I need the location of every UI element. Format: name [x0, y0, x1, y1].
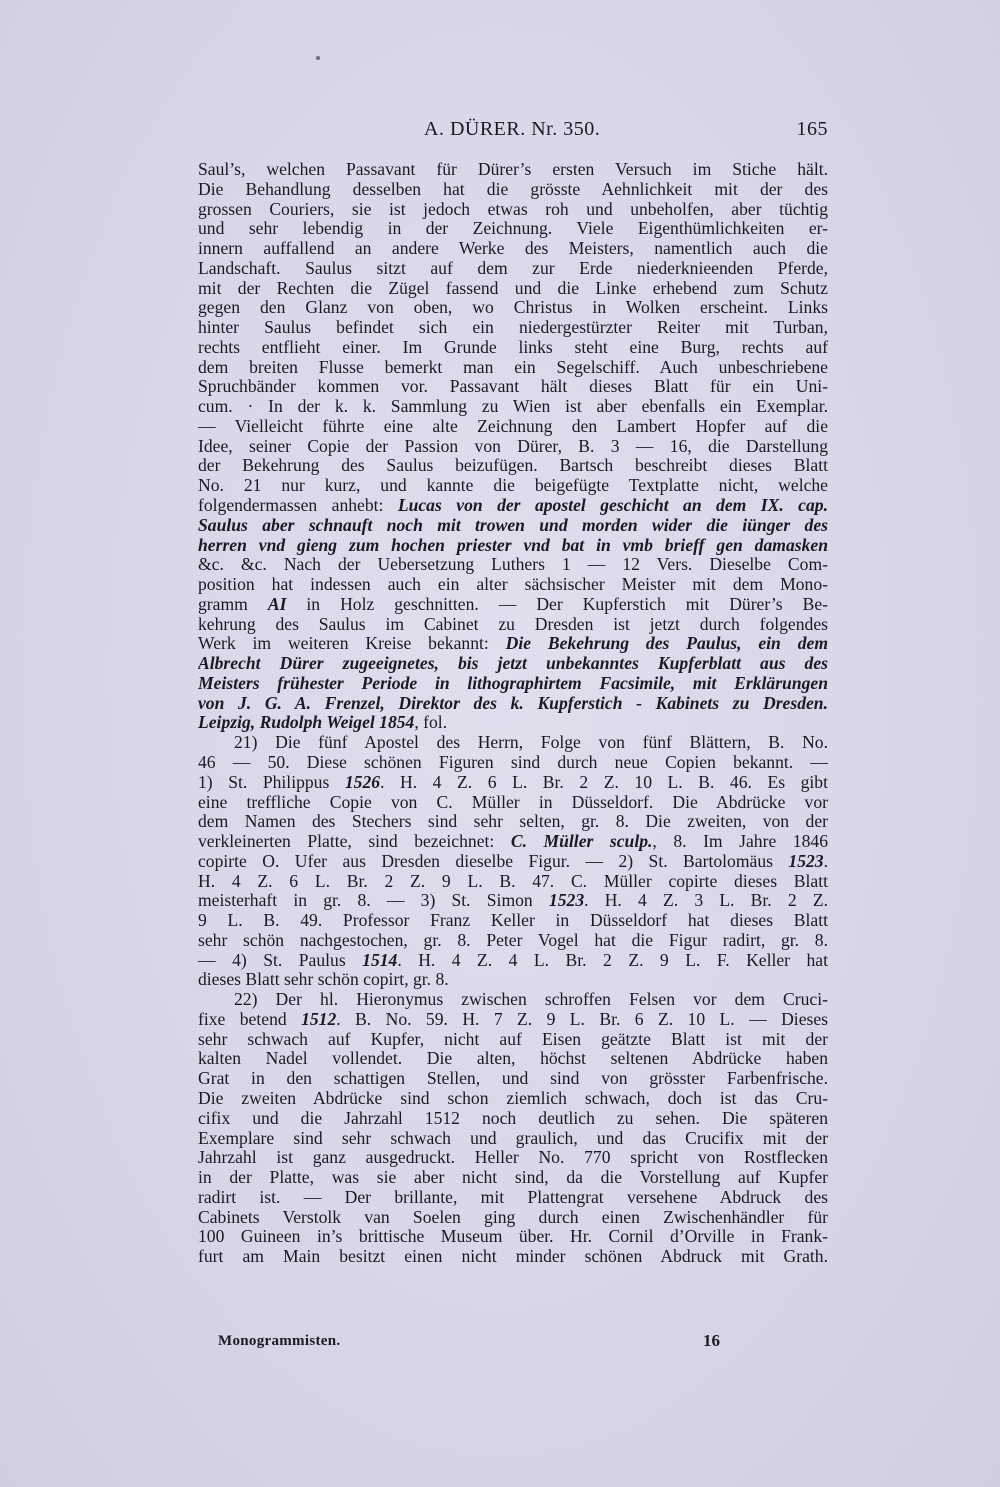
text-run: 22) Der hl. Hieronymus zwischen schroffen Felsen vor dem Cruci-	[234, 990, 828, 1010]
signature-mark: Monogrammisten.	[218, 1333, 341, 1349]
text-line	[198, 872, 828, 892]
text-line	[198, 951, 828, 971]
text-run: folgendermassen anhebt:	[198, 496, 398, 516]
text-run: sehr schwach auf Kupfer, nicht auf Eisen geätzte Blatt ist mit der	[198, 1029, 828, 1049]
text-line	[198, 1247, 828, 1267]
text-run: position hat indessen auch ein alter sächsischer Meister mit dem Mono-	[198, 575, 828, 595]
text-run: 9 L. B. 49. Professor Franz Keller in Düsseldorf hat dieses Blatt	[198, 911, 828, 931]
text-line	[198, 318, 828, 338]
text-line	[198, 654, 828, 674]
text-run: mit der Rechten die Zügel fassend und die Linke erhebend zum Schutz	[198, 278, 828, 298]
text-run: .	[823, 851, 828, 871]
body-text	[198, 160, 828, 1267]
text-run: verkleinerten Platte, sind bezeichnet:	[198, 832, 511, 852]
text-run: sehr schön nachgestochen, gr. 8. Peter Vogel hat die Figur radirt, gr. 8.	[198, 930, 828, 950]
text-run: und sehr lebendig in der Zeichnung. Viele Eigenthümlichkeiten er-	[198, 219, 828, 239]
text-line	[198, 1069, 828, 1089]
text-run: copirte O. Ufer aus Dresden dieselbe Figur. — 2) St. Bartolomäus	[198, 851, 789, 871]
text-run: Landschaft. Saulus sitzt auf dem zur Erde niederknieenden Pferde,	[198, 258, 828, 278]
text-run: — Vielleicht führte eine alte Zeichnung den Lambert Hopfer auf die	[198, 416, 828, 436]
text-run: 21) Die fünf Apostel des Herrn, Folge von fünf Blättern, B. No.	[234, 733, 828, 753]
text-line	[198, 990, 828, 1010]
text-run: . B. No. 59. H. 7 Z. 9 L. Br. 6 Z. 10 L. — Dieses	[336, 1009, 828, 1029]
text-run: Spruchbänder kommen vor. Passavant hält dieses Blatt für ein Uni-	[198, 377, 828, 397]
text-line	[198, 259, 828, 279]
italic-text: Die Bekehrung des Paulus, ein dem	[505, 634, 828, 654]
text-run: kehrung des Saulus im Cabinet zu Dresden ist jetzt durch folgendes	[198, 614, 828, 634]
text-line	[198, 891, 828, 911]
text-run: dieses Blatt sehr schön copirt, gr. 8.	[198, 970, 449, 990]
text-run: Die zweiten Abdrücke sind schon ziemlich schwach, doch ist das Cru-	[198, 1088, 828, 1108]
text-line	[198, 970, 828, 990]
italic-text: Meisters frühester Periode in lithographirtem Facsimile, mit Erklärungen	[198, 673, 828, 693]
text-line	[198, 852, 828, 872]
text-line	[198, 694, 828, 714]
text-line	[198, 1109, 828, 1129]
text-line	[198, 793, 828, 813]
text-run: Jahrzahl ist ganz ausgedruckt. Heller No. 770 spricht von Rostflecken	[198, 1148, 828, 1168]
text-run: fixe betend	[198, 1009, 302, 1029]
running-header	[198, 118, 828, 144]
text-run: Die Behandlung desselben hat die grösste Aehnlichkeit mit der des	[198, 179, 828, 199]
text-run: der Bekehrung des Saulus beizufügen. Bartsch beschreibt dieses Blatt	[198, 456, 828, 476]
text-line	[198, 733, 828, 753]
page-number: 165	[796, 118, 828, 140]
text-run: 1) St. Philippus	[198, 772, 345, 792]
text-run: H. 4 Z. 6 L. Br. 2 Z. 9 L. B. 47. C. Müller copirte dieses Blatt	[198, 871, 828, 891]
text-line	[198, 377, 828, 397]
text-line	[198, 713, 828, 733]
text-line	[198, 1089, 828, 1109]
page-footer	[198, 1333, 828, 1355]
text-line	[198, 496, 828, 516]
text-run: furt am Main besitzt einen nicht minder schönen Abdruck mit Grath.	[198, 1247, 828, 1267]
text-line	[198, 595, 828, 615]
text-run: gramm	[198, 594, 268, 614]
text-run: , fol.	[414, 713, 448, 733]
text-line	[198, 397, 828, 417]
text-run: Werk im weiteren Kreise bekannt:	[198, 634, 506, 654]
text-run: kalten Nadel vollendet. Die alten, höchst seltenen Abdrücke haben	[198, 1049, 828, 1069]
text-line	[198, 180, 828, 200]
text-line	[198, 773, 828, 793]
text-run: Grat in den schattigen Stellen, und sind von grösster Farbenfrische.	[198, 1069, 828, 1089]
text-run: radirt ist. — Der brillante, mit Plattengrat versehene Abdruck des	[198, 1187, 828, 1207]
italic-text: 1523	[548, 891, 585, 911]
header-title: A. DÜRER. Nr. 350.	[424, 118, 601, 140]
text-line	[198, 931, 828, 951]
text-run: Idee, seiner Copie der Passion von Dürer, B. 3 — 16, die Darstellung	[198, 436, 828, 456]
text-line	[198, 219, 828, 239]
text-line	[198, 1208, 828, 1228]
italic-text: AI	[267, 594, 287, 614]
text-line	[198, 476, 828, 496]
text-line	[198, 239, 828, 259]
text-line	[198, 1227, 828, 1247]
italic-text: 1512	[301, 1009, 337, 1029]
italic-text: Lucas von der apostel geschicht an dem IX. cap.	[397, 496, 828, 516]
sheet-number: 16	[703, 1331, 720, 1350]
italic-text: Saulus aber schnauft noch mit trowen und morden wider die iünger des	[198, 515, 828, 535]
text-line	[198, 634, 828, 654]
text-run: innern auffallend an andere Werke des Meisters, namentlich auch die	[198, 239, 828, 259]
text-line	[198, 1049, 828, 1069]
paper-speck	[316, 56, 320, 60]
text-line	[198, 911, 828, 931]
text-run: 100 Guineen in’s brittische Museum über. Hr. Cornil d’Orville in Frank-	[198, 1227, 828, 1247]
text-line	[198, 812, 828, 832]
text-run: &c. &c. Nach der Uebersetzung Luthers 1 — 12 Vers. Dieselbe Com-	[198, 555, 828, 575]
text-line	[198, 1188, 828, 1208]
text-run: eine treffliche Copie von C. Müller in Düsseldorf. Die Abdrücke vor	[198, 792, 828, 812]
text-line	[198, 279, 828, 299]
text-line	[198, 674, 828, 694]
text-line	[198, 575, 828, 595]
text-line	[198, 200, 828, 220]
text-line	[198, 160, 828, 180]
text-line	[198, 358, 828, 378]
text-run: in der Platte, was sie aber nicht sind, da die Vorstellung auf Kupfer	[198, 1168, 828, 1188]
text-line	[198, 1129, 828, 1149]
text-run: hinter Saulus befindet sich ein niedergestürzter Reiter mit Turban,	[198, 318, 828, 338]
text-line	[198, 1148, 828, 1168]
text-run: meisterhaft in gr. 8. — 3) St. Simon	[198, 891, 549, 911]
text-line	[198, 437, 828, 457]
text-line	[198, 615, 828, 635]
text-line	[198, 338, 828, 358]
text-line	[198, 456, 828, 476]
italic-text: 1526	[344, 772, 381, 792]
italic-text: 1523	[788, 851, 824, 871]
text-line	[198, 516, 828, 536]
text-line	[198, 832, 828, 852]
italic-text: Leipzig, Rudolph Weigel 1854	[198, 713, 415, 733]
text-run: in Holz geschnitten. — Der Kupferstich mit Dürer’s Be-	[286, 594, 828, 614]
text-line	[198, 753, 828, 773]
text-line	[198, 298, 828, 318]
text-run: 46 — 50. Diese schönen Figuren sind durch neue Copien bekannt. —	[198, 752, 828, 772]
text-run: Cabinets Verstolk van Soelen ging durch einen Zwischenhändler für	[198, 1207, 828, 1227]
text-run: gegen den Glanz von oben, wo Christus in Wolken erscheint. Links	[198, 298, 828, 318]
text-line	[198, 536, 828, 556]
text-run: cifix und die Jahrzahl 1512 noch deutlich zu sehen. Die späteren	[198, 1108, 828, 1128]
text-line	[198, 417, 828, 437]
text-run: dem Namen des Stechers sind sehr selten, gr. 8. Die zweiten, von der	[198, 812, 828, 832]
text-line	[198, 1030, 828, 1050]
text-line	[198, 1010, 828, 1030]
text-run: , 8. Im Jahre 1846	[652, 832, 828, 852]
text-run: . H. 4 Z. 3 L. Br. 2 Z.	[584, 891, 828, 911]
text-run: grossen Couriers, sie ist jedoch etwas roh und unbeholfen, aber tüchtig	[198, 199, 828, 219]
text-run: . H. 4 Z. 4 L. Br. 2 Z. 9 L. F. Keller hat	[397, 950, 828, 970]
text-run: No. 21 nur kurz, und kannte die beigefügte Textplatte nicht, welche	[198, 476, 828, 496]
text-run: Exemplare sind sehr schwach und graulich, und das Crucifix mit der	[198, 1128, 828, 1148]
italic-text: von J. G. A. Frenzel, Direktor des k. Kupferstich - Kabinets zu Dresden.	[198, 693, 828, 713]
text-run: — 4) St. Paulus	[198, 950, 363, 970]
text-run: dem breiten Flusse bemerkt man ein Segelschiff. Auch unbeschriebene	[198, 357, 828, 377]
text-run: Saul’s, welchen Passavant für Dürer’s ersten Versuch im Stiche hält.	[198, 160, 828, 179]
italic-text: Albrecht Dürer zugeeignetes, bis jetzt unbekanntes Kupferblatt aus des	[198, 654, 828, 674]
text-line	[198, 555, 828, 575]
text-line	[198, 1168, 828, 1188]
text-run: cum. · In der k. k. Sammlung zu Wien ist aber ebenfalls ein Exemplar.	[198, 397, 828, 417]
italic-text: 1514	[362, 950, 398, 970]
italic-text: herren vnd gieng zum hochen priester vnd bat in vmb brieff gen damasken	[198, 535, 828, 555]
italic-text: C. Müller sculp.	[510, 832, 653, 852]
text-run: . H. 4 Z. 6 L. Br. 2 Z. 10 L. B. 46. Es gibt	[380, 772, 828, 792]
text-run: rechts entflieht einer. Im Grunde links steht eine Burg, rechts auf	[198, 337, 828, 357]
